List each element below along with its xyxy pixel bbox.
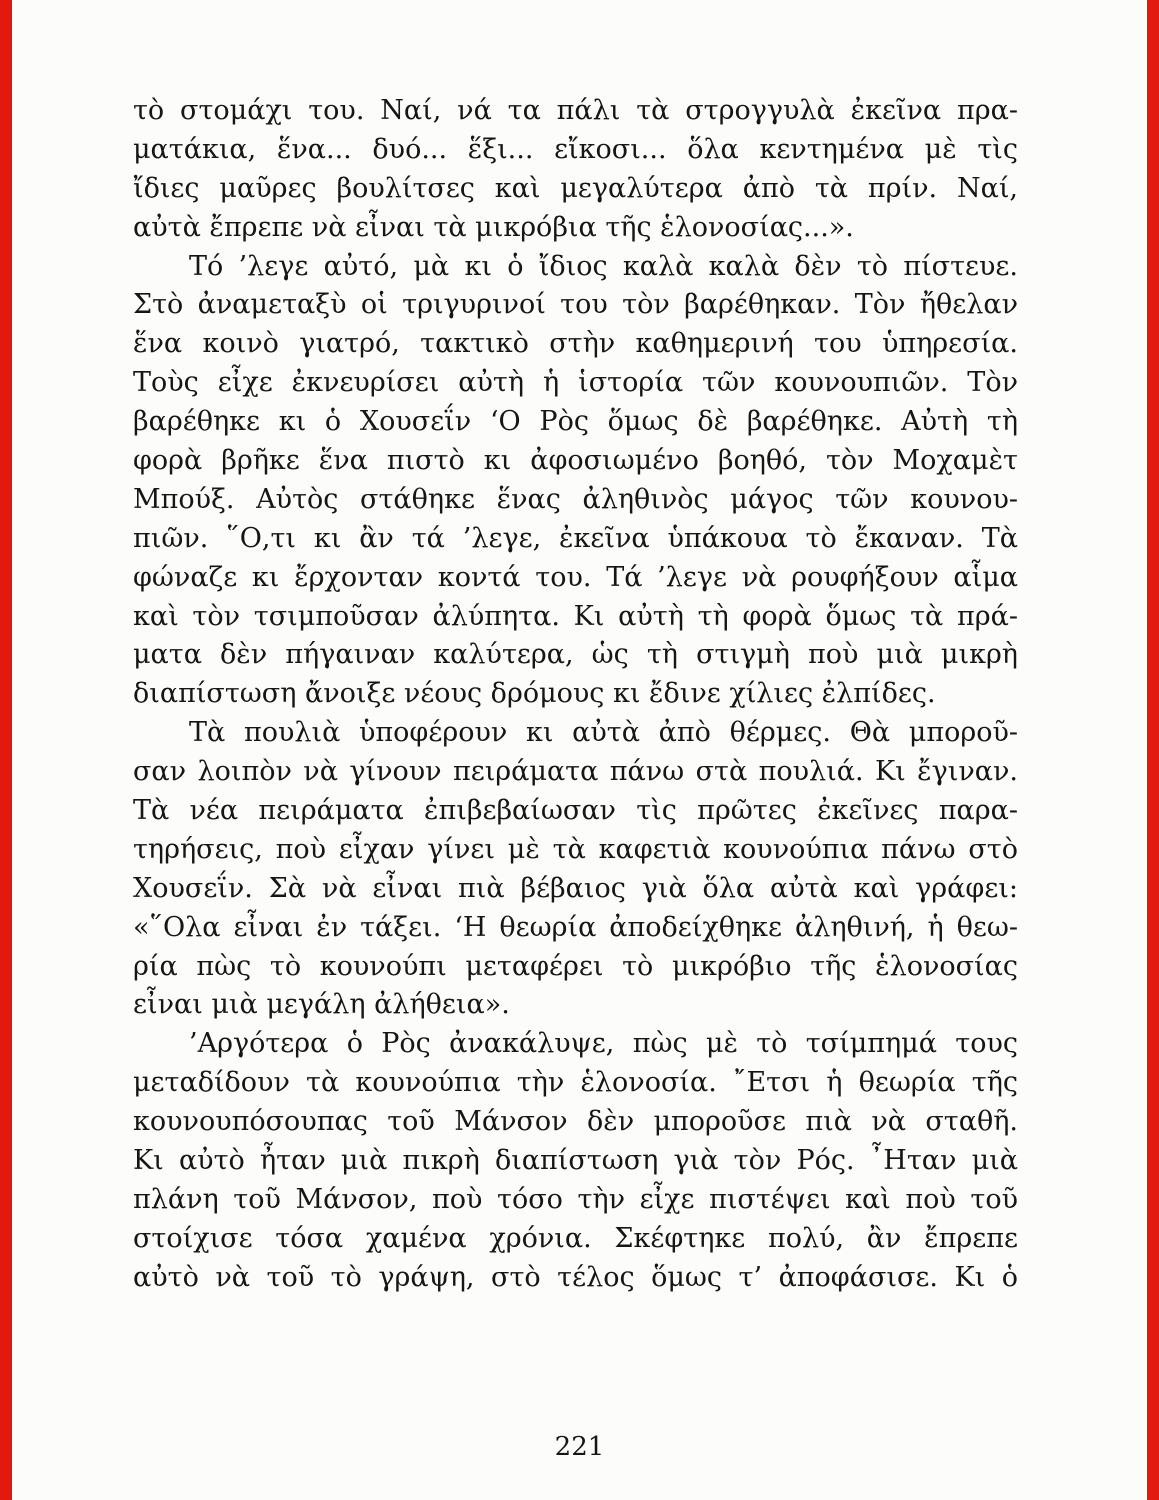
text-line: καὶ τὸν τσιμποῦσαν ἀλύπητα. Κι αὐτὴ τὴ φορὰ ὅμως τὰ πρά-: [133, 600, 1018, 632]
page-number: 221: [554, 1432, 605, 1462]
text-line: διαπίστωση ἄνοιξε νέους δρόμους κι ἔδινε χίλιες ἐλπίδες.: [133, 678, 936, 710]
text-line: εἶναι μιὰ μεγάλη ἀλήθεια».: [133, 989, 510, 1021]
text-line: πλάνη τοῦ Μάνσον, ποὺ τόσο τὴν εἶχε πιστέψει καὶ ποὺ τοῦ: [133, 1183, 1018, 1215]
page-edge-right: [1147, 0, 1159, 1500]
text-line: ρία πὼς τὸ κουνούπι μεταφέρει τὸ μικρόβιο τῆς ἑλονοσίας: [133, 950, 1018, 982]
text-line: «῞Ολα εἶναι ἐν τάξει. ‘Η θεωρία ἀποδείχθηκε ἀληθινή, ἡ θεω-: [133, 911, 1018, 943]
text-line: βαρέθηκε κι ὁ Χουσεΐν ‘Ο Ρὸς ὅμως δὲ βαρέθηκε. Αὐτὴ τὴ: [133, 406, 1018, 438]
text-line: φορὰ βρῆκε ἕνα πιστὸ κι ἀφοσιωμένο βοηθό, τὸν Μοχαμὲτ: [133, 445, 1018, 477]
text-line: Τὰ νέα πειράματα ἐπιβεβαίωσαν τὶς πρῶτες ἐκεῖνες παρα-: [133, 795, 1018, 827]
text-line: Χουσεΐν. Σὰ νὰ εἶναι πιὰ βέβαιος γιὰ ὅλα αὐτὰ καὶ γράφει:: [133, 872, 1018, 904]
text-line: αὐτὸ νὰ τοῦ τὸ γράψη, στὸ τέλος ὅμως τ’ ἀποφάσισε. Κι ὁ: [133, 1261, 1018, 1293]
text-line: στοίχισε τόσα χαμένα χρόνια. Σκέφτηκε πολύ, ἂν ἔπρεπε: [133, 1222, 1018, 1254]
text-line: Τό ’λεγε αὐτό, μὰ κι ὁ ἴδιος καλὰ καλὰ δὲν τὸ πίστευε.: [189, 250, 1018, 282]
text-line: ἕνα κοινὸ γιατρό, τακτικὸ στὴν καθημερινή του ὑπηρεσία.: [133, 328, 1018, 360]
text-line: Μπούξ. Αὐτὸς στάθηκε ἕνας ἀληθινὸς μάγος τῶν κουνου-: [133, 483, 1018, 515]
text-line: τὸ στομάχι του. Ναί, νά τα πάλι τὰ στρογγυλὰ ἐκεῖνα πρα-: [133, 95, 1018, 126]
text-line: ἴδιες μαῦρες βουλίτσες καὶ μεγαλύτερα ἀπὸ τὰ πρίν. Ναί,: [133, 172, 1018, 204]
text-line: πιῶν. ῞Ο,τι κι ἂν τά ’λεγε, ἐκεῖνα ὑπάκουα τὸ ἔκαναν. Τὰ: [133, 522, 1018, 554]
text-line: μεταδίδουν τὰ κουνούπια τὴν ἑλονοσία. ῎Ετσι ἡ θεωρία τῆς: [133, 1067, 1018, 1099]
text-line: Στὸ ἀναμεταξὺ οἱ τριγυρινοί του τὸν βαρέθηκαν. Τὸν ἤθελαν: [133, 289, 1018, 321]
text-line: Τοὺς εἶχε ἐκνευρίσει αὐτὴ ἡ ἱστορία τῶν κουνουπιῶν. Τὸν: [133, 367, 1018, 399]
text-line: ματάκια, ἕνα... δυό... ἕξι... εἴκοσι... ὅλα κεντημένα μὲ τὶς: [133, 133, 1018, 165]
text-line: ’Αργότερα ὁ Ρὸς ἀνακάλυψε, πὼς μὲ τὸ τσίμπημά τους: [189, 1028, 1018, 1060]
text-line: σαν λοιπὸν νὰ γίνουν πειράματα πάνω στὰ πουλιά. Κι ἔγιναν.: [133, 756, 1018, 788]
text-line: ματα δὲν πήγαιναν καλύτερα, ὡς τὴ στιγμὴ ποὺ μιὰ μικρὴ: [133, 639, 1018, 671]
text-line: Τὰ πουλιὰ ὑποφέρουν κι αὐτὰ ἀπὸ θέρμες. Θὰ μποροῦ-: [189, 717, 1018, 749]
body-text: [133, 92, 1018, 1298]
text-line: τηρήσεις, ποὺ εἶχαν γίνει μὲ τὰ καφετιὰ κουνούπια πάνω στὸ: [133, 833, 1018, 865]
text-line: κουνουπόσουπας τοῦ Μάνσον δὲν μποροῦσε πιὰ νὰ σταθῆ.: [133, 1106, 1018, 1138]
page-edge-left: [0, 0, 12, 1500]
text-line: αὐτὰ ἔπρεπε νὰ εἶναι τὰ μικρόβια τῆς ἑλονοσίας...».: [133, 211, 854, 243]
text-line: φώναζε κι ἔρχονταν κοντά του. Τά ’λεγε νὰ ρουφήξουν αἷμα: [133, 561, 1018, 593]
text-line: Κι αὐτὸ ἦταν μιὰ πικρὴ διαπίστωση γιὰ τὸν Ρός. ῏Ηταν μιὰ: [133, 1145, 1018, 1177]
